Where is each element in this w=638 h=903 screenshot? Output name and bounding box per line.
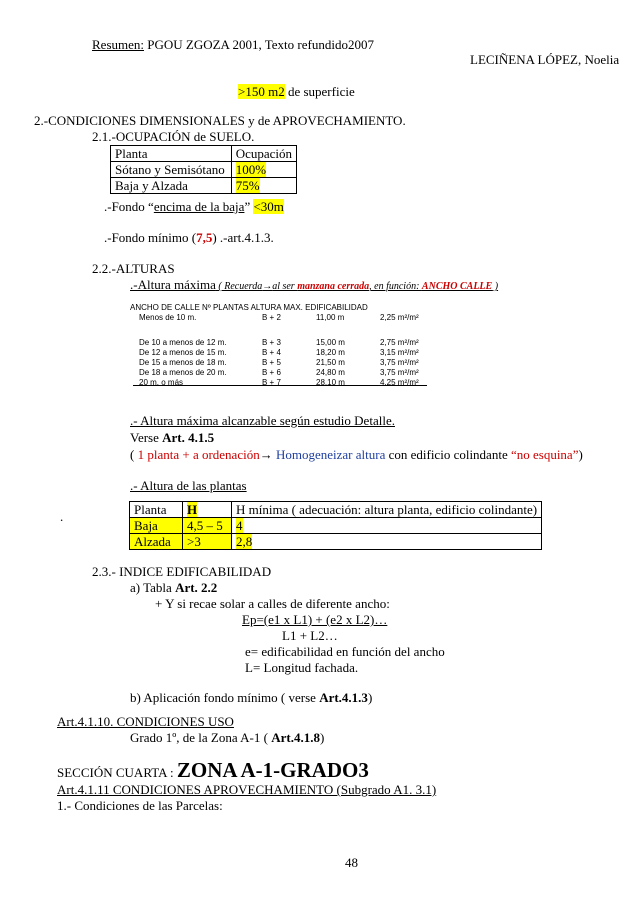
section-2-1-title: 2.1.-OCUPACIÓN de SUELO. — [92, 129, 255, 144]
highlighted-value: H — [187, 502, 198, 517]
parcel-conditions: 1.- Condiciones de las Parcelas: — [57, 798, 223, 813]
section-2-title: 2.-CONDICIONES DIMENSIONALES y de APROVECHAMIENTO. — [34, 113, 406, 128]
heights-table-rule — [133, 385, 427, 386]
art-4-1-11-title: Art.4.1.11 CONDICIONES APROVECHAMIENTO (Subgrado A1. 3.1) — [57, 782, 437, 797]
occupation-table — [110, 145, 297, 194]
text-segment: Homogeneizar altura — [272, 447, 386, 462]
table-cell: 3,75 m²/m² — [380, 358, 419, 367]
surface-rest: de superficie — [284, 84, 355, 99]
table-header-cell — [183, 502, 232, 518]
heights-table-header: ANCHO DE CALLE Nº PLANTAS ALTURA MAX. EDIFICABILIDAD — [130, 303, 368, 312]
altura-note — [216, 281, 498, 292]
table-cell: Baja y Alzada — [111, 178, 232, 194]
detalle-line-2 — [130, 430, 214, 445]
text-segment: Verse — [130, 430, 163, 445]
table-cell: Sótano y Semisótano — [111, 162, 232, 178]
table-cell: 24,80 m — [316, 368, 345, 377]
table-cell: B + 4 — [262, 348, 281, 357]
text-segment: b) Aplicación fondo mínimo ( verse — [130, 690, 320, 705]
table-cell: 4,25 m²/m² — [380, 378, 419, 387]
table-cell — [232, 534, 542, 550]
formula-l-def: L= Longitud fachada. — [245, 660, 359, 675]
text-segment: SECCIÓN CUARTA : — [57, 765, 177, 780]
section-2-3-title: 2.3.- INDICE EDIFICABILIDAD — [92, 564, 272, 579]
highlighted-value: 4 — [236, 518, 243, 533]
text-segment: ) — [492, 281, 499, 292]
text-segment: , en función: — [369, 281, 422, 292]
table-header-cell: H mínima ( adecuación: altura planta, edificio colindante) — [232, 502, 542, 518]
text-segment: “no esquina” — [510, 447, 579, 462]
text-segment: ( — [130, 447, 138, 462]
table-row — [0, 377, 638, 388]
table-header-row — [130, 502, 542, 518]
text-segment: Grado 1º, de la Zona A-1 ( — [130, 730, 272, 745]
table-cell: 18,20 m — [316, 348, 345, 357]
fondo-limit: <30m — [253, 199, 284, 214]
table-header-cell: Ocupación — [231, 146, 296, 162]
art-4-1-10-line — [130, 730, 324, 745]
text-segment: al ser — [272, 281, 298, 292]
table-cell: 2,75 m²/m² — [380, 338, 419, 347]
text-segment: manzana cerrada — [297, 281, 370, 292]
table-header-row — [111, 146, 297, 162]
fondo-line-1 — [104, 199, 284, 214]
arrow-icon: → — [262, 281, 273, 292]
table-cell: 3,15 m²/m² — [380, 348, 419, 357]
table-header-cell: Planta — [130, 502, 183, 518]
art-4-1-10-title: Art.4.1.10. CONDICIONES USO — [57, 714, 234, 729]
table-row — [130, 534, 542, 550]
formula-denominator: L1 + L2… — [282, 628, 338, 643]
surface-value: >150 m2 — [238, 84, 285, 99]
text-segment: ” — [244, 199, 254, 214]
table-cell — [231, 178, 296, 194]
text-segment: ) — [578, 447, 583, 462]
formula-numerator: Ep=(e1 x L1) + (e2 x L2)… — [242, 612, 388, 627]
section-2-3-b — [130, 690, 372, 705]
table-cell: B + 3 — [262, 338, 281, 347]
table-cell: 4,5 – 5 — [183, 518, 232, 534]
table-cell: 3,75 m²/m² — [380, 368, 419, 377]
fondo-min-value: 7,5 — [196, 230, 213, 245]
text-segment: ANCHO CALLE — [421, 281, 493, 292]
section-2-3-a-note: + Y si recae solar a calles de diferente ancho: — [155, 596, 390, 611]
header-summary-text: PGOU ZGOZA 2001, Texto refundido2007 — [144, 37, 374, 52]
header-summary-label: Resumen: — [92, 37, 144, 52]
text-segment: con edificio colindante — [385, 447, 511, 462]
fondo-line-2 — [104, 230, 274, 245]
text-segment: 1 planta + a ordenación — [137, 447, 260, 462]
table-cell: De 12 a menos de 15 m. — [139, 348, 227, 357]
table-header-cell: Planta — [111, 146, 232, 162]
section-2-3-a — [130, 580, 217, 595]
altura-maxima-label: .-Altura máxima — [130, 277, 216, 292]
table-cell: Baja — [130, 518, 183, 534]
text-segment: a) Tabla — [130, 580, 176, 595]
table-cell: 28,10 m — [316, 378, 345, 387]
altura-plantas-title: .- Altura de las plantas — [130, 478, 247, 493]
table-row — [111, 162, 297, 178]
zone-title: ZONA A-1-GRADO3 — [176, 758, 369, 782]
table-cell: 11,00 m — [316, 313, 345, 322]
table-cell: De 15 a menos de 18 m. — [139, 358, 227, 367]
table-cell: 2,25 m²/m² — [380, 313, 419, 322]
article-ref: Art. 4.1.5 — [162, 430, 215, 445]
article-ref: Art. 2.2 — [175, 580, 218, 595]
section-2-2-title: 2.2.-ALTURAS — [92, 261, 175, 276]
text-segment: encima de la baja — [153, 199, 245, 214]
text-segment: ) — [319, 730, 325, 745]
detalle-line-3 — [130, 447, 583, 462]
table-cell: >3 — [183, 534, 232, 550]
table-cell: De 18 a menos de 20 m. — [139, 368, 227, 377]
table-cell: B + 7 — [262, 378, 281, 387]
text-segment: ) .-art.4.1.3. — [212, 230, 274, 245]
text-segment: .-Fondo mínimo ( — [104, 230, 197, 245]
table-cell — [232, 518, 542, 534]
highlighted-value: 100% — [235, 162, 267, 177]
table-cell: 15,00 m — [316, 338, 345, 347]
table-row — [130, 518, 542, 534]
arrow-icon: → — [259, 447, 273, 462]
header-author: LECIÑENA LÓPEZ, Noelia — [470, 52, 620, 67]
table-cell: B + 6 — [262, 368, 281, 377]
page-number: 48 — [345, 855, 358, 870]
article-ref: Art.4.1.3 — [319, 690, 368, 705]
detalle-line-1: .- Altura máxima alcanzable según estudio Detalle. — [130, 413, 395, 428]
table-cell: 20 m. o más — [139, 378, 184, 387]
floor-heights-table — [129, 501, 542, 550]
table-cell: B + 5 — [262, 358, 281, 367]
section-heading — [57, 758, 369, 785]
table-row — [0, 312, 638, 323]
text-segment: ) — [367, 690, 373, 705]
table-cell: 21,50 m — [316, 358, 345, 367]
table-cell — [231, 162, 296, 178]
article-ref: Art.4.1.8 — [271, 730, 320, 745]
table-cell: Menos de 10 m. — [139, 313, 197, 322]
table-cell: B + 2 — [262, 313, 281, 322]
header-summary — [92, 37, 374, 52]
table-cell: De 10 a menos de 12 m. — [139, 338, 227, 347]
surface-line — [238, 84, 355, 99]
highlighted-value: 2,8 — [236, 534, 253, 549]
text-segment: ( Recuerda — [215, 281, 263, 292]
text-segment: .-Fondo “ — [104, 199, 154, 214]
table-cell: Alzada — [130, 534, 183, 550]
altura-maxima-line — [130, 277, 498, 294]
formula-e-def: e= edificabilidad en función del ancho — [245, 644, 445, 659]
stray-dot: . — [60, 509, 64, 524]
table-row — [111, 178, 297, 194]
highlighted-value: 75% — [235, 178, 260, 193]
